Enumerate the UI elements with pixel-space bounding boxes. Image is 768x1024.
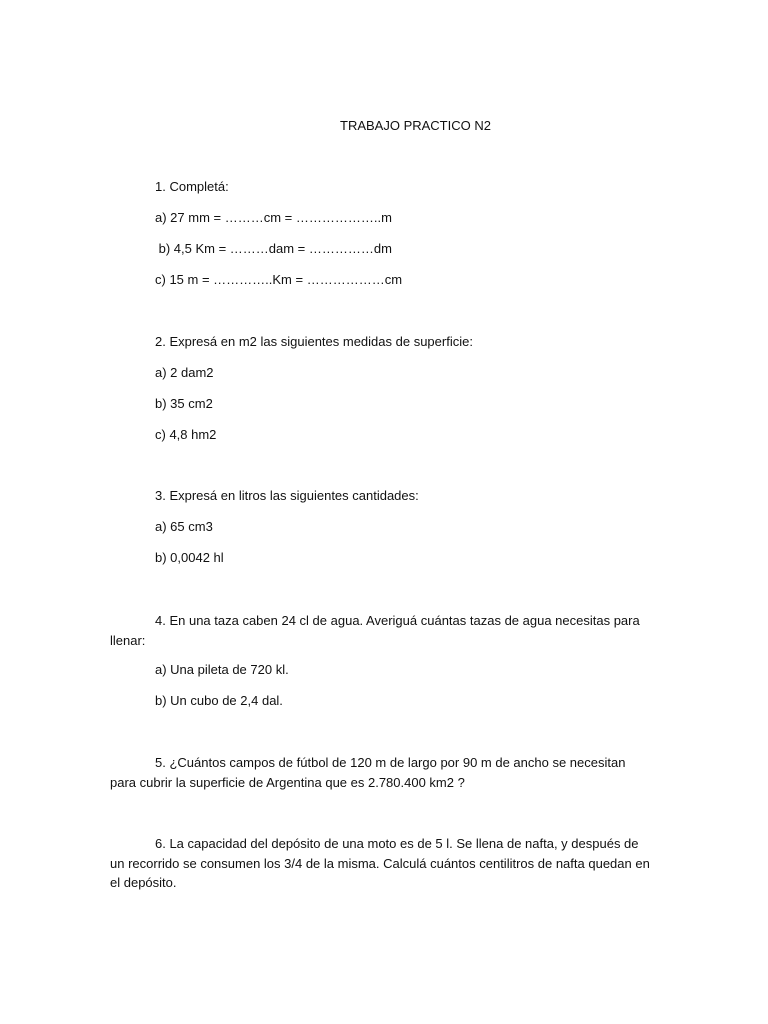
question-5-text: 5. ¿Cuántos campos de fútbol de 120 m de largo por 90 m de ancho se necesitan para cubrir la superficie de Argentina que es 2.780.400 km2 ? <box>110 755 626 790</box>
question-1-item-a: a) 27 mm = ………cm = ………………..m <box>155 210 392 225</box>
question-2-item-c: c) 4,8 hm2 <box>155 427 217 442</box>
question-4-item-a: a) Una pileta de 720 kl. <box>155 662 289 677</box>
question-3-item-a: a) 65 cm3 <box>155 519 213 534</box>
question-1-heading: 1. Completá: <box>155 179 229 194</box>
page-title: TRABAJO PRACTICO N2 <box>340 118 491 133</box>
question-4-text: 4. En una taza caben 24 cl de agua. Averiguá cuántas tazas de agua necesitas para llenar: <box>110 613 640 648</box>
question-2-heading: 2. Expresá en m2 las siguientes medidas de superficie: <box>155 334 473 349</box>
question-3-item-b: b) 0,0042 hl <box>155 550 224 565</box>
question-1-item-b: b) 4,5 Km = ………dam = ……………dm <box>155 241 392 256</box>
question-1-item-c: c) 15 m = …………..Km = ………………cm <box>155 272 403 287</box>
question-2-item-a: a) 2 dam2 <box>155 365 214 380</box>
question-4-item-b: b) Un cubo de 2,4 dal. <box>155 693 283 708</box>
question-6-text: 6. La capacidad del depósito de una moto es de 5 l. Se llena de nafta, y después de un recorrido se consumen los 3/4 de la misma. Calculá cuántos centilitros de nafta quedan en el depósito. <box>110 836 650 890</box>
question-3-heading: 3. Expresá en litros las siguientes cantidades: <box>155 488 419 503</box>
question-2-item-b: b) 35 cm2 <box>155 396 213 411</box>
